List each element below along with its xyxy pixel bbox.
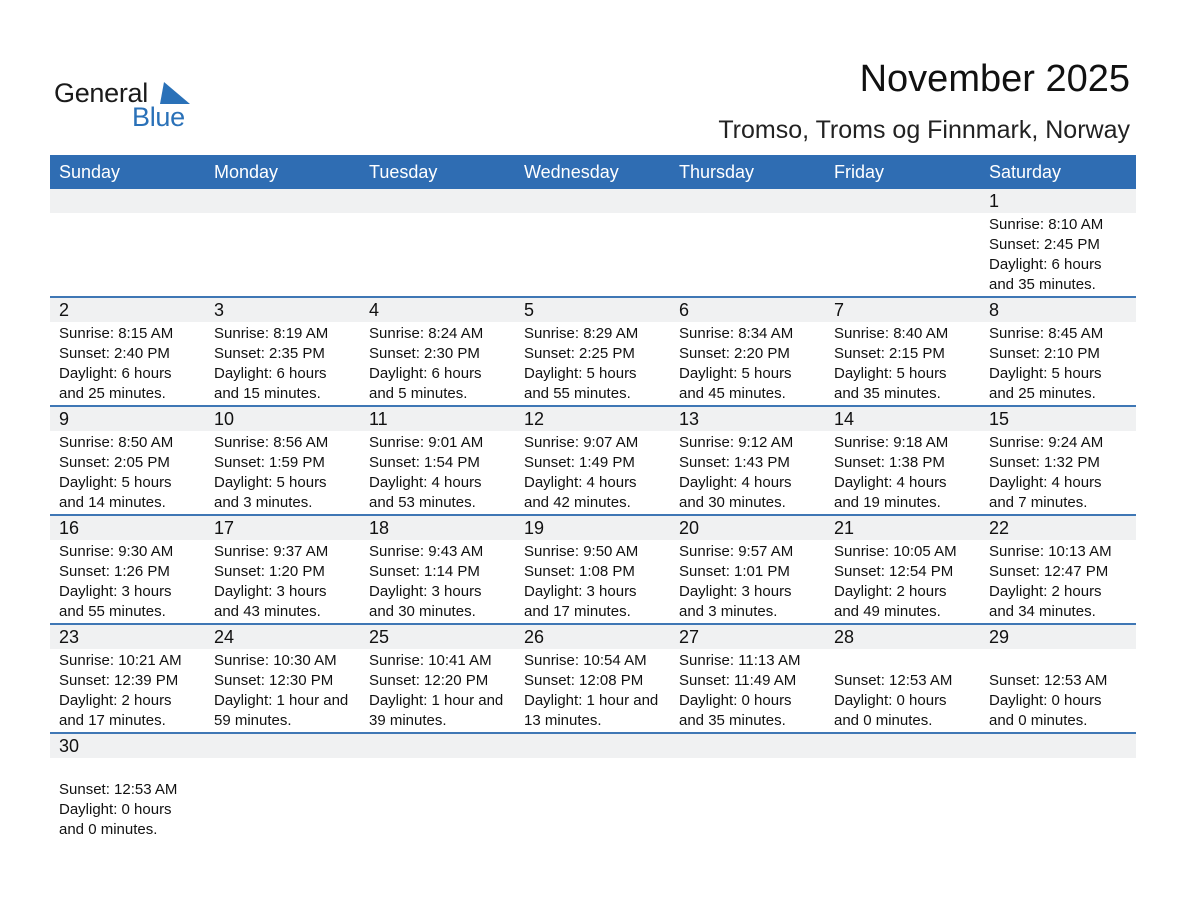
sunrise-text xyxy=(679,760,825,780)
day-cell xyxy=(360,649,515,732)
daylight-text xyxy=(524,255,670,275)
daylight-minutes-text: and 19 minutes. xyxy=(834,494,941,511)
sunset-text xyxy=(59,235,205,255)
daylight-minutes-text xyxy=(214,820,360,840)
daylight-text: Daylight: 4 hours xyxy=(989,474,1102,491)
daylight-text: Daylight: 3 hours xyxy=(59,583,172,600)
day-number: 5 xyxy=(524,300,535,320)
sunrise-text xyxy=(214,760,360,780)
day-cell xyxy=(515,213,670,296)
daylight-text xyxy=(679,255,825,275)
daylight-minutes-text: and 53 minutes. xyxy=(369,494,476,511)
day-cell xyxy=(50,213,205,296)
date-number-row xyxy=(50,407,1136,431)
sunrise-text: Sunrise: 8:40 AM xyxy=(834,325,949,342)
day-number: 7 xyxy=(834,300,845,320)
sunset-text: Sunset: 11:49 AM xyxy=(679,672,797,689)
day-cell xyxy=(515,322,670,405)
weekday-monday: Monday xyxy=(214,162,279,182)
day-cell xyxy=(670,540,825,623)
day-number: 14 xyxy=(834,409,855,429)
week-row xyxy=(50,298,1136,407)
week-row xyxy=(50,516,1136,625)
weekday-thursday: Thursday xyxy=(679,162,755,182)
sunset-text: Sunset: 1:32 PM xyxy=(989,454,1100,471)
sunrise-text: Sunrise: 9:24 AM xyxy=(989,434,1104,451)
sunrise-text: Sunrise: 8:50 AM xyxy=(59,434,174,451)
daylight-text: Daylight: 2 hours xyxy=(989,583,1102,600)
daylight-minutes-text: and 43 minutes. xyxy=(214,603,321,620)
daylight-text: Daylight: 6 hours xyxy=(214,365,327,382)
day-cell xyxy=(50,431,205,514)
daylight-text: Daylight: 1 hour and xyxy=(369,692,504,709)
sunrise-text: Sunrise: 8:29 AM xyxy=(524,325,639,342)
day-info-row xyxy=(50,758,1136,842)
weekday-saturday: Saturday xyxy=(989,162,1062,182)
day-cell xyxy=(515,540,670,623)
day-number xyxy=(670,734,825,758)
day-number: 15 xyxy=(989,409,1010,429)
sunset-text: Sunset: 2:25 PM xyxy=(524,345,635,362)
day-cell xyxy=(360,758,515,842)
day-cell xyxy=(825,649,980,732)
sunrise-text xyxy=(524,215,670,235)
daylight-text: Daylight: 5 hours xyxy=(214,474,327,491)
daylight-text: Daylight: 3 hours xyxy=(524,583,637,600)
day-cell xyxy=(515,431,670,514)
sunset-text: Sunset: 2:20 PM xyxy=(679,345,790,362)
day-cell xyxy=(980,649,1136,732)
sunset-text: Sunset: 1:01 PM xyxy=(679,563,790,580)
daylight-minutes-text: and 25 minutes. xyxy=(59,385,166,402)
daylight-text: Daylight: 6 hours xyxy=(989,256,1102,273)
day-cell xyxy=(670,322,825,405)
sunset-text xyxy=(679,780,825,800)
sunrise-text: Sunrise: 9:30 AM xyxy=(59,543,174,560)
day-number xyxy=(825,734,980,758)
logo-blue-text: Blue xyxy=(132,102,185,132)
sunset-text: Sunset: 2:15 PM xyxy=(834,345,945,362)
day-number: 2 xyxy=(59,300,70,320)
daylight-minutes-text xyxy=(524,275,670,295)
sunrise-text: Sunrise: 8:56 AM xyxy=(214,434,329,451)
daylight-minutes-text: and 3 minutes. xyxy=(679,603,778,620)
day-number: 11 xyxy=(369,409,388,429)
day-cell xyxy=(980,213,1136,296)
daylight-text: Daylight: 4 hours xyxy=(834,474,947,491)
day-number: 24 xyxy=(214,627,235,647)
sunset-text xyxy=(989,780,1136,800)
day-cell xyxy=(515,649,670,732)
daylight-minutes-text: 39 minutes. xyxy=(369,712,447,729)
daylight-minutes-text: and 35 minutes. xyxy=(679,712,786,729)
daylight-text xyxy=(369,800,515,820)
sunrise-text: Sunrise: 8:34 AM xyxy=(679,325,794,342)
daylight-text xyxy=(214,800,360,820)
calendar-grid xyxy=(50,155,1136,842)
sunset-text: Sunset: 1:14 PM xyxy=(369,563,480,580)
daylight-minutes-text: and 30 minutes. xyxy=(369,603,476,620)
day-cell xyxy=(825,322,980,405)
daylight-minutes-text: 13 minutes. xyxy=(524,712,602,729)
sunrise-text: Sunrise: 10:13 AM xyxy=(989,543,1112,560)
daylight-minutes-text: and 0 minutes. xyxy=(989,712,1088,729)
daylight-minutes-text: and 17 minutes. xyxy=(524,603,631,620)
day-number: 28 xyxy=(834,627,855,647)
day-number xyxy=(360,189,515,213)
sunrise-text xyxy=(59,215,205,235)
sunset-text: Sunset: 12:20 PM xyxy=(369,672,489,689)
day-number: 26 xyxy=(524,627,545,647)
daylight-text xyxy=(679,800,825,820)
weekday-header xyxy=(50,155,1136,189)
sunrise-text: Sunrise: 10:21 AM xyxy=(59,652,182,669)
daylight-minutes-text xyxy=(369,275,515,295)
daylight-minutes-text: and 30 minutes. xyxy=(679,494,786,511)
sunrise-text xyxy=(369,215,515,235)
sunrise-text: Sunrise: 9:01 AM xyxy=(369,434,484,451)
daylight-minutes-text: and 42 minutes. xyxy=(524,494,631,511)
date-number-row xyxy=(50,298,1136,322)
day-cell xyxy=(980,431,1136,514)
day-number xyxy=(50,189,205,213)
day-number: 12 xyxy=(524,409,545,429)
day-info-row xyxy=(50,431,1136,514)
day-number: 18 xyxy=(369,518,390,538)
day-number: 20 xyxy=(679,518,700,538)
daylight-minutes-text xyxy=(834,820,980,840)
daylight-text xyxy=(59,255,205,275)
day-number: 3 xyxy=(214,300,225,320)
sunrise-text: Sunrise: 10:41 AM xyxy=(369,652,492,669)
day-cell xyxy=(670,431,825,514)
sunset-text: Sunset: 2:35 PM xyxy=(214,345,325,362)
daylight-text: Daylight: 2 hours xyxy=(59,692,172,709)
daylight-text: Daylight: 4 hours xyxy=(369,474,482,491)
daylight-minutes-text: and 35 minutes. xyxy=(989,276,1096,293)
sunset-text: Sunset: 2:10 PM xyxy=(989,345,1100,362)
sunset-text: Sunset: 2:40 PM xyxy=(59,345,170,362)
day-cell xyxy=(50,322,205,405)
day-number: 21 xyxy=(834,518,855,538)
day-number xyxy=(205,734,360,758)
sunrise-text xyxy=(989,651,1136,671)
sunset-text: Sunset: 12:39 PM xyxy=(59,672,179,689)
week-row xyxy=(50,734,1136,842)
daylight-text: Daylight: 5 hours xyxy=(59,474,172,491)
daylight-minutes-text: and 34 minutes. xyxy=(989,603,1096,620)
day-cell xyxy=(205,649,360,732)
sunrise-text: Sunrise: 9:12 AM xyxy=(679,434,794,451)
week-row xyxy=(50,625,1136,734)
day-cell xyxy=(360,213,515,296)
daylight-minutes-text: and 17 minutes. xyxy=(59,712,166,729)
sunrise-text: Sunrise: 8:45 AM xyxy=(989,325,1104,342)
day-cell xyxy=(360,322,515,405)
day-number: 30 xyxy=(59,736,80,756)
day-number: 9 xyxy=(59,409,70,429)
sunset-text xyxy=(834,780,980,800)
day-cell xyxy=(825,758,980,842)
daylight-minutes-text xyxy=(834,275,980,295)
daylight-text: Daylight: 3 hours xyxy=(369,583,482,600)
sunset-text: Sunset: 1:59 PM xyxy=(214,454,325,471)
daylight-minutes-text xyxy=(679,275,825,295)
sunrise-text: Sunrise: 10:30 AM xyxy=(214,652,337,669)
week-row xyxy=(50,189,1136,298)
day-number: 1 xyxy=(989,191,1000,211)
daylight-text: Daylight: 0 hours xyxy=(834,692,947,709)
sunset-text: Sunset: 12:30 PM xyxy=(214,672,334,689)
sunset-text: Sunset: 1:49 PM xyxy=(524,454,635,471)
sunrise-text xyxy=(834,651,980,671)
sunset-text: Sunset: 2:45 PM xyxy=(989,236,1100,253)
daylight-text: Daylight: 5 hours xyxy=(989,365,1102,382)
daylight-minutes-text xyxy=(369,820,515,840)
day-number xyxy=(670,189,825,213)
day-cell xyxy=(670,758,825,842)
sunset-text: Sunset: 1:20 PM xyxy=(214,563,325,580)
sunset-text: Sunset: 1:54 PM xyxy=(369,454,480,471)
calendar-weeks xyxy=(50,189,1136,842)
daylight-minutes-text: 59 minutes. xyxy=(214,712,292,729)
weekday-tuesday: Tuesday xyxy=(369,162,438,182)
daylight-text: Daylight: 4 hours xyxy=(679,474,792,491)
sunrise-text: Sunrise: 9:43 AM xyxy=(369,543,484,560)
daylight-minutes-text xyxy=(989,820,1136,840)
daylight-text xyxy=(369,255,515,275)
day-info-row xyxy=(50,649,1136,732)
sunrise-text xyxy=(214,215,360,235)
sunrise-text: Sunrise: 9:07 AM xyxy=(524,434,639,451)
sunrise-text: Sunrise: 8:19 AM xyxy=(214,325,329,342)
date-number-row xyxy=(50,189,1136,213)
sunrise-text: Sunrise: 8:24 AM xyxy=(369,325,484,342)
sunrise-text: Sunrise: 9:37 AM xyxy=(214,543,329,560)
day-info-row xyxy=(50,540,1136,623)
daylight-text xyxy=(214,255,360,275)
daylight-text: Daylight: 6 hours xyxy=(369,365,482,382)
day-number: 25 xyxy=(369,627,390,647)
day-number: 19 xyxy=(524,518,545,538)
sunrise-text: Sunrise: 10:05 AM xyxy=(834,543,957,560)
daylight-text: Daylight: 5 hours xyxy=(524,365,637,382)
day-number: 16 xyxy=(59,518,80,538)
sunset-text xyxy=(369,780,515,800)
day-number xyxy=(825,189,980,213)
sunset-text xyxy=(524,235,670,255)
sunset-text xyxy=(369,235,515,255)
sunrise-text xyxy=(59,760,205,780)
daylight-text: Daylight: 3 hours xyxy=(679,583,792,600)
sunrise-text: Sunrise: 9:50 AM xyxy=(524,543,639,560)
daylight-minutes-text: and 55 minutes. xyxy=(59,603,166,620)
day-number: 13 xyxy=(679,409,700,429)
logo xyxy=(54,78,194,134)
day-info-row xyxy=(50,322,1136,405)
sunset-text: Sunset: 2:05 PM xyxy=(59,454,170,471)
daylight-text: Daylight: 6 hours xyxy=(59,365,172,382)
sunrise-text xyxy=(524,760,670,780)
sunset-text xyxy=(679,235,825,255)
sunset-text xyxy=(524,780,670,800)
day-cell xyxy=(50,758,205,842)
daylight-minutes-text: and 25 minutes. xyxy=(989,385,1096,402)
sunrise-text: Sunrise: 10:54 AM xyxy=(524,652,647,669)
sunset-text: Sunset: 12:54 PM xyxy=(834,563,954,580)
daylight-text xyxy=(524,800,670,820)
sunrise-text: Sunrise: 8:15 AM xyxy=(59,325,174,342)
day-number: 17 xyxy=(214,518,235,538)
daylight-text: Daylight: 0 hours xyxy=(59,801,172,818)
day-number: 23 xyxy=(59,627,80,647)
weekday-friday: Friday xyxy=(834,162,885,182)
date-number-row xyxy=(50,625,1136,649)
day-number xyxy=(360,734,515,758)
logo-general-text: General xyxy=(54,78,148,108)
day-cell xyxy=(50,540,205,623)
sunset-text: Sunset: 1:38 PM xyxy=(834,454,945,471)
day-cell xyxy=(205,758,360,842)
day-cell xyxy=(825,540,980,623)
sunrise-text xyxy=(369,760,515,780)
sunrise-text: Sunrise: 11:13 AM xyxy=(679,652,801,669)
daylight-text xyxy=(834,800,980,820)
day-cell xyxy=(670,213,825,296)
daylight-text: Daylight: 5 hours xyxy=(679,365,792,382)
day-cell xyxy=(205,322,360,405)
sunset-text: Sunset: 12:53 AM xyxy=(834,672,953,689)
daylight-minutes-text xyxy=(524,820,670,840)
date-number-row xyxy=(50,516,1136,540)
sunrise-text xyxy=(834,760,980,780)
sunset-text: Sunset: 1:43 PM xyxy=(679,454,790,471)
daylight-minutes-text: and 14 minutes. xyxy=(59,494,166,511)
sunset-text: Sunset: 1:26 PM xyxy=(59,563,170,580)
day-info-row xyxy=(50,213,1136,296)
day-cell xyxy=(980,322,1136,405)
daylight-text: Daylight: 4 hours xyxy=(524,474,637,491)
daylight-minutes-text: and 3 minutes. xyxy=(214,494,313,511)
day-number xyxy=(515,189,670,213)
daylight-text xyxy=(834,255,980,275)
logo-triangle-icon xyxy=(160,82,190,104)
day-cell xyxy=(980,540,1136,623)
sunset-text: Sunset: 12:47 PM xyxy=(989,563,1109,580)
sunrise-text: Sunrise: 9:57 AM xyxy=(679,543,794,560)
sunrise-text xyxy=(834,215,980,235)
daylight-minutes-text: and 15 minutes. xyxy=(214,385,321,402)
sunrise-text xyxy=(989,760,1136,780)
sunset-text: Sunset: 2:30 PM xyxy=(369,345,480,362)
day-number xyxy=(205,189,360,213)
daylight-text: Daylight: 1 hour and xyxy=(524,692,659,709)
date-number-row xyxy=(50,734,1136,758)
daylight-minutes-text: and 0 minutes. xyxy=(834,712,933,729)
page-title: November 2025 xyxy=(859,58,1130,100)
daylight-minutes-text: and 49 minutes. xyxy=(834,603,941,620)
daylight-minutes-text: and 45 minutes. xyxy=(679,385,786,402)
daylight-minutes-text: and 55 minutes. xyxy=(524,385,631,402)
daylight-text: Daylight: 3 hours xyxy=(214,583,327,600)
sunset-text: Sunset: 1:08 PM xyxy=(524,563,635,580)
day-cell xyxy=(670,649,825,732)
day-cell xyxy=(360,540,515,623)
day-number: 22 xyxy=(989,518,1010,538)
sunrise-text: Sunrise: 9:18 AM xyxy=(834,434,949,451)
day-number: 6 xyxy=(679,300,690,320)
day-number: 4 xyxy=(369,300,380,320)
day-number xyxy=(515,734,670,758)
daylight-text: Daylight: 0 hours xyxy=(989,692,1102,709)
daylight-text: Daylight: 5 hours xyxy=(834,365,947,382)
day-cell xyxy=(825,431,980,514)
sunset-text xyxy=(214,780,360,800)
day-cell xyxy=(515,758,670,842)
day-cell xyxy=(825,213,980,296)
sunset-text: Sunset: 12:08 PM xyxy=(524,672,644,689)
day-number: 27 xyxy=(679,627,700,647)
day-number: 8 xyxy=(989,300,1000,320)
day-cell xyxy=(980,758,1136,842)
day-cell xyxy=(205,431,360,514)
weekday-wednesday: Wednesday xyxy=(524,162,619,182)
daylight-minutes-text: and 7 minutes. xyxy=(989,494,1088,511)
daylight-minutes-text xyxy=(214,275,360,295)
daylight-text: Daylight: 0 hours xyxy=(679,692,792,709)
sunset-text: Sunset: 12:53 AM xyxy=(59,781,178,798)
week-row xyxy=(50,407,1136,516)
daylight-text: Daylight: 1 hour and xyxy=(214,692,349,709)
sunset-text: Sunset: 12:53 AM xyxy=(989,672,1108,689)
sunrise-text xyxy=(679,215,825,235)
weekday-sunday: Sunday xyxy=(59,162,121,182)
daylight-minutes-text: and 0 minutes. xyxy=(59,821,158,838)
daylight-minutes-text xyxy=(679,820,825,840)
location-subtitle: Tromso, Troms og Finnmark, Norway xyxy=(718,116,1130,144)
daylight-text: Daylight: 2 hours xyxy=(834,583,947,600)
day-number: 29 xyxy=(989,627,1010,647)
day-cell xyxy=(360,431,515,514)
daylight-minutes-text: and 35 minutes. xyxy=(834,385,941,402)
daylight-minutes-text xyxy=(59,275,205,295)
day-number: 10 xyxy=(214,409,235,429)
day-cell xyxy=(205,540,360,623)
day-number xyxy=(980,734,1136,758)
day-cell xyxy=(50,649,205,732)
daylight-text xyxy=(989,800,1136,820)
day-cell xyxy=(205,213,360,296)
sunset-text xyxy=(834,235,980,255)
sunrise-text: Sunrise: 8:10 AM xyxy=(989,216,1104,233)
daylight-minutes-text: and 5 minutes. xyxy=(369,385,468,402)
sunset-text xyxy=(214,235,360,255)
